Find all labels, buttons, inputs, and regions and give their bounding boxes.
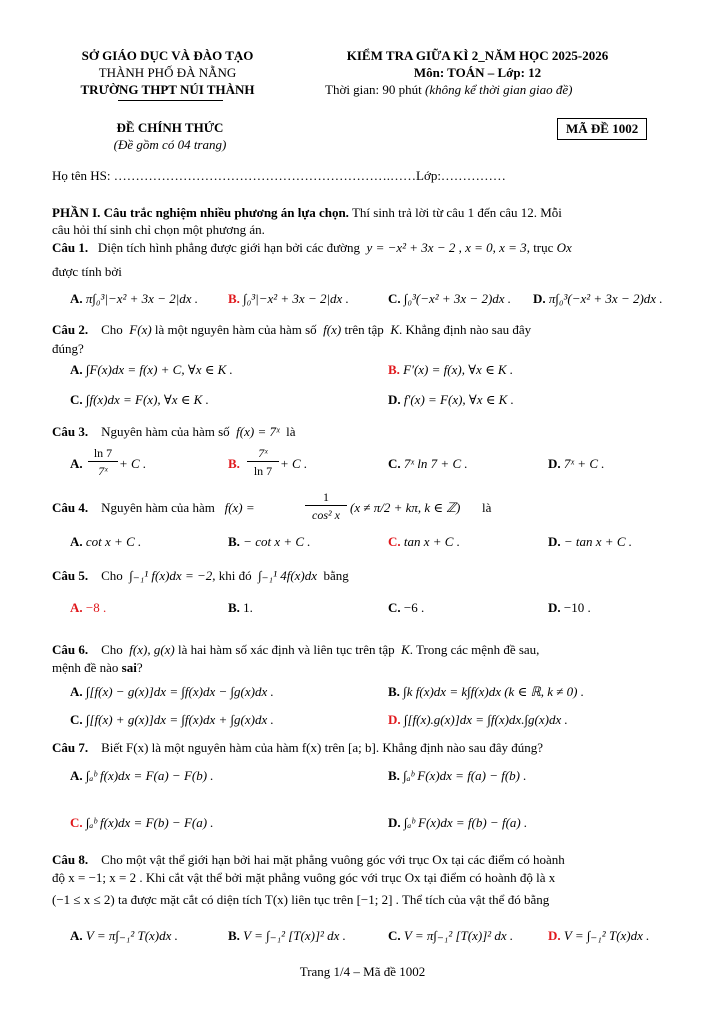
q8-option-d[interactable]: D. V = ∫₋₁² T(x)dx . xyxy=(548,928,650,943)
q5-option-b[interactable]: B. 1. xyxy=(228,600,253,615)
school-name: TRƯỜNG THPT NÚI THÀNH xyxy=(80,82,255,97)
school-underline xyxy=(118,100,223,101)
q3-stem: Câu 3. Nguyên hàm của hàm số f(x) = 7ˣ là xyxy=(52,424,296,439)
q3-option-c[interactable]: C. 7ˣ ln 7 + C . xyxy=(388,456,468,471)
q6-option-a[interactable]: A. ∫[f(x) − g(x)]dx = ∫f(x)dx − ∫g(x)dx . xyxy=(70,684,274,699)
q2-option-a[interactable]: A. ∫F(x)dx = f(x) + C, ∀x ∈ K . xyxy=(70,362,233,377)
q3-b-numerator: 7ˣ xyxy=(247,446,279,462)
q1-stem: Câu 1. Diện tích hình phẳng được giới hạn bởi các đường y = −x² + 3x − 2 , x = 0, x = 3, trục Ox xyxy=(52,240,572,255)
q4-option-a[interactable]: A. cot x + C . xyxy=(70,534,142,549)
q3-a-tail: + C . xyxy=(119,456,147,471)
q1-stem-line2: được tính bởi xyxy=(52,264,122,279)
q5-stem: Câu 5. Cho ∫₋₁¹ f(x)dx = −2, khi đó ∫₋₁¹ 4f(x)dx bằng xyxy=(52,568,349,583)
q3-option-b[interactable]: B. xyxy=(228,456,240,471)
official-label: ĐỀ CHÍNH THỨC xyxy=(116,120,224,135)
q4-stem-label: Câu 4. Nguyên hàm của hàm f(x) = xyxy=(52,500,255,515)
q4-condition: (x ≠ π/2 + kπ, k ∈ ℤ) xyxy=(350,500,461,515)
q4-stem-tail: là xyxy=(482,500,492,515)
q2-stem-line2: đúng? xyxy=(52,341,84,356)
part1-instruction: câu hỏi thí sinh chỉ chọn một phương án. xyxy=(52,222,265,237)
q4-option-c[interactable]: C. tan x + C . xyxy=(388,534,460,549)
q3-a-numerator: ln 7 xyxy=(88,446,118,462)
q6-stem-line2: mệnh đề nào sai? xyxy=(52,660,143,675)
exam-subject: Môn: TOÁN – Lớp: 12 xyxy=(413,65,542,80)
q2-option-c[interactable]: C. ∫f(x)dx = F(x), ∀x ∈ K . xyxy=(70,392,209,407)
q1-option-d[interactable]: D. π∫₀³(−x² + 3x − 2)dx . xyxy=(533,291,663,306)
part1-heading: PHẦN I. Câu trắc nghiệm nhiều phương án lựa chọn. Thí sinh trả lời từ câu 1 đến câu 12. Mỗi xyxy=(52,205,562,220)
q4-option-d[interactable]: D. − tan x + C . xyxy=(548,534,632,549)
q7-option-d[interactable]: D. ∫ₐᵇ F(x)dx = f(b) − f(a) . xyxy=(388,815,528,830)
student-info-line: Họ tên HS: ……………………………………………………….……Lớp:…………… xyxy=(52,168,506,183)
exam-code-box: MÃ ĐỀ 1002 xyxy=(557,118,647,140)
q3-option-a[interactable]: A. xyxy=(70,456,83,471)
pages-note: (Đề gồm có 04 trang) xyxy=(113,137,227,152)
q6-option-b[interactable]: B. ∫k f(x)dx = k∫f(x)dx (k ∈ ℝ, k ≠ 0) . xyxy=(388,684,584,699)
q6-option-d[interactable]: D. ∫[f(x).g(x)]dx = ∫f(x)dx.∫g(x)dx . xyxy=(388,712,568,727)
q6-stem: Câu 6. Cho f(x), g(x) là hai hàm số xác định và liên tục trên tập K. Trong các mệnh đề sau, xyxy=(52,642,540,657)
q1-option-a[interactable]: A. π∫₀³|−x² + 3x − 2|dx . xyxy=(70,291,199,306)
q2-option-b[interactable]: B. F′(x) = f(x), ∀x ∈ K . xyxy=(388,362,514,377)
q7-option-a[interactable]: A. ∫ₐᵇ f(x)dx = F(a) − F(b) . xyxy=(70,768,214,783)
q8-stem-line3: (−1 ≤ x ≤ 2) ta được mặt cắt có diện tích T(x) liên tục trên [−1; 2] . Thể tích của vật thể đó bằng xyxy=(52,892,550,907)
q2-option-d[interactable]: D. f′(x) = F(x), ∀x ∈ K . xyxy=(388,392,514,407)
q7-stem: Câu 7. Biết F(x) là một nguyên hàm của hàm f(x) trên [a; b]. Khẳng định nào sau đây đúng? xyxy=(52,740,544,755)
q8-option-a[interactable]: A. V = π∫₋₁² T(x)dx . xyxy=(70,928,178,943)
q3-b-tail: + C . xyxy=(280,456,308,471)
q5-option-c[interactable]: C. −6 . xyxy=(388,600,425,615)
page-footer: Trang 1/4 – Mã đề 1002 xyxy=(299,964,426,979)
q3-a-denominator: 7ˣ xyxy=(98,464,108,478)
q8-stem: Câu 8. Cho một vật thể giới hạn bởi hai mặt phẳng vuông góc với trục Ox tại các điểm có hoành xyxy=(52,852,565,867)
q7-option-b[interactable]: B. ∫ₐᵇ F(x)dx = f(a) − f(b) . xyxy=(388,768,527,783)
city-name: THÀNH PHỐ ĐÀ NẴNG xyxy=(98,65,237,80)
q2-stem: Câu 2. Cho F(x) là một nguyên hàm của hàm số f(x) trên tập K. Khẳng định nào sau đây xyxy=(52,322,532,337)
q1-option-c[interactable]: C. ∫₀³(−x² + 3x − 2)dx . xyxy=(388,291,512,306)
q7-option-c[interactable]: C. ∫ₐᵇ f(x)dx = F(b) − F(a) . xyxy=(70,815,214,830)
exam-time: Thời gian: 90 phút (không kể thời gian giao đề) xyxy=(325,82,573,97)
q8-option-b[interactable]: B. V = ∫₋₁² [T(x)]² dx . xyxy=(228,928,346,943)
q4-denominator: cos² x xyxy=(312,508,340,522)
q3-b-denominator: ln 7 xyxy=(253,464,273,478)
q3-option-d[interactable]: D. 7ˣ + C . xyxy=(548,456,605,471)
dept-name: SỞ GIÁO DỤC VÀ ĐÀO TẠO xyxy=(81,48,254,63)
q6-option-c[interactable]: C. ∫[f(x) + g(x)]dx = ∫f(x)dx + ∫g(x)dx . xyxy=(70,712,274,727)
q8-option-c[interactable]: C. V = π∫₋₁² [T(x)]² dx . xyxy=(388,928,514,943)
q1-option-b[interactable]: B. ∫₀³|−x² + 3x − 2|dx . xyxy=(228,291,349,306)
q5-option-d[interactable]: D. −10 . xyxy=(548,600,591,615)
q8-stem-line2: độ x = −1; x = 2 . Khi cắt vật thể bởi mặt phẳng vuông góc với trục Ox tại điểm có hoành độ là x xyxy=(52,870,556,885)
q4-numerator: 1 xyxy=(305,490,347,506)
q5-option-a[interactable]: A. −8 . xyxy=(70,600,107,615)
q4-option-b[interactable]: B. − cot x + C . xyxy=(228,534,311,549)
exam-title: KIỂM TRA GIỮA KÌ 2_NĂM HỌC 2025-2026 xyxy=(346,48,609,63)
